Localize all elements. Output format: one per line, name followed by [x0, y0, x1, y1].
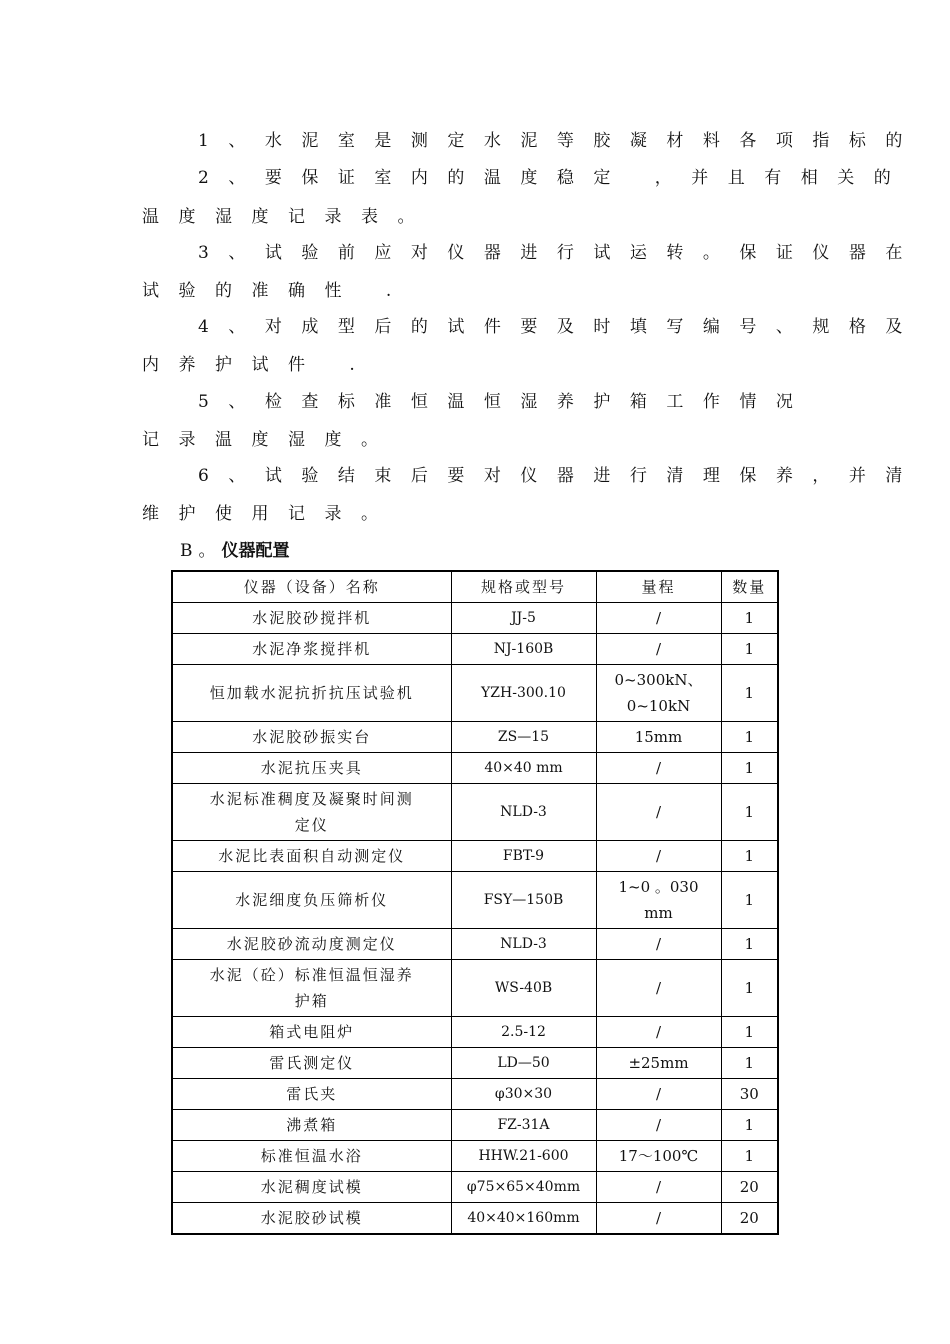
- table-body: [172, 603, 778, 1235]
- cell-name: 雷氏夹: [172, 1079, 451, 1110]
- table-row: [172, 1048, 778, 1079]
- cell-name: 水泥（砼）标准恒温恒湿养护箱: [172, 960, 451, 1017]
- cell-spec: ZS—15: [451, 722, 596, 753]
- header-spec: 规格或型号: [451, 571, 596, 603]
- cell-range: 0~300kN、0~10kN: [596, 665, 721, 722]
- cell-spec: JJ-5: [451, 603, 596, 634]
- cell-spec: 2.5-12: [451, 1017, 596, 1048]
- paragraph-line: 6、试验结束后要对仪器进行清理保养，并清: [198, 466, 922, 486]
- table-row: [172, 753, 778, 784]
- cell-name: 雷氏测定仪: [172, 1048, 451, 1079]
- table-row: [172, 960, 778, 1017]
- cell-spec: LD—50: [451, 1048, 596, 1079]
- paragraph-line: 1、水泥室是测定水泥等胶凝材料各项指标的: [198, 131, 922, 151]
- cell-name: 水泥细度负压筛析仪: [172, 872, 451, 929]
- cell-range: /: [596, 1203, 721, 1235]
- cell-qty: 30: [721, 1079, 778, 1110]
- cell-name: 恒加载水泥抗折抗压试验机: [172, 665, 451, 722]
- section-heading: [180, 536, 290, 561]
- cell-spec: WS-40B: [451, 960, 596, 1017]
- header-range: 量程: [596, 571, 721, 603]
- cell-range: /: [596, 634, 721, 665]
- cell-name: 标准恒温水浴: [172, 1141, 451, 1172]
- table-row: [172, 872, 778, 929]
- cell-name: 水泥比表面积自动测定仪: [172, 841, 451, 872]
- cell-range: /: [596, 603, 721, 634]
- cell-name: 沸煮箱: [172, 1110, 451, 1141]
- cell-spec: NLD-3: [451, 784, 596, 841]
- cell-qty: 1: [721, 784, 778, 841]
- cell-name: 水泥标准稠度及凝聚时间测定仪: [172, 784, 451, 841]
- table-row: [172, 634, 778, 665]
- table-row: [172, 1079, 778, 1110]
- cell-range: /: [596, 960, 721, 1017]
- cell-range: /: [596, 1017, 721, 1048]
- section-title: 仪器配置: [221, 541, 290, 561]
- paragraph-line: 记录温度湿度。: [142, 430, 398, 450]
- cell-name: 水泥抗压夹具: [172, 753, 451, 784]
- cell-spec: 40×40 mm: [451, 753, 596, 784]
- paragraph-line: 试验的准确性 .: [142, 281, 411, 301]
- section-prefix: B。: [180, 541, 222, 561]
- cell-name: 箱式电阻炉: [172, 1017, 451, 1048]
- header-qty: 数量: [721, 571, 778, 603]
- equipment-table: [171, 570, 779, 1235]
- table-header-row: [172, 571, 778, 603]
- cell-qty: 1: [721, 1048, 778, 1079]
- cell-name: 水泥净浆搅拌机: [172, 634, 451, 665]
- cell-qty: 1: [721, 960, 778, 1017]
- cell-spec: YZH-300.10: [451, 665, 596, 722]
- cell-spec: FZ-31A: [451, 1110, 596, 1141]
- paragraph-line: 4、对成型后的试件要及时填写编号、规格及: [198, 317, 922, 337]
- cell-qty: 1: [721, 1110, 778, 1141]
- table-row: [172, 1110, 778, 1141]
- cell-spec: φ30×30: [451, 1079, 596, 1110]
- table-row: [172, 1172, 778, 1203]
- cell-range: /: [596, 929, 721, 960]
- cell-spec: HHW.21-600: [451, 1141, 596, 1172]
- cell-qty: 1: [721, 753, 778, 784]
- cell-range: /: [596, 753, 721, 784]
- header-name: 仪器（设备）名称: [172, 571, 451, 603]
- cell-range: /: [596, 1110, 721, 1141]
- cell-qty: 1: [721, 603, 778, 634]
- cell-range: /: [596, 784, 721, 841]
- cell-name: 水泥稠度试模: [172, 1172, 451, 1203]
- paragraph-line: 维护使用记录。: [142, 504, 398, 524]
- cell-qty: 1: [721, 1017, 778, 1048]
- table-row: [172, 722, 778, 753]
- cell-qty: 1: [721, 634, 778, 665]
- cell-spec: NLD-3: [451, 929, 596, 960]
- cell-range: 17～100℃: [596, 1141, 721, 1172]
- cell-range: ±25mm: [596, 1048, 721, 1079]
- cell-range: /: [596, 1172, 721, 1203]
- cell-range: /: [596, 1079, 721, 1110]
- cell-range: /: [596, 841, 721, 872]
- cell-spec: φ75×65×40mm: [451, 1172, 596, 1203]
- cell-qty: 20: [721, 1172, 778, 1203]
- cell-qty: 1: [721, 722, 778, 753]
- cell-qty: 1: [721, 929, 778, 960]
- table-row: [172, 665, 778, 722]
- cell-qty: 20: [721, 1203, 778, 1235]
- table-row: [172, 1203, 778, 1235]
- cell-qty: 1: [721, 872, 778, 929]
- cell-spec: NJ-160B: [451, 634, 596, 665]
- cell-name: 水泥胶砂搅拌机: [172, 603, 451, 634]
- paragraph-line: 5、检查标准恒温恒湿养护箱工作情况: [198, 392, 813, 412]
- cell-range: 1~0 。030mm: [596, 872, 721, 929]
- paragraph-line: 3、试验前应对仪器进行试运转。保证仪器在: [198, 243, 922, 263]
- cell-spec: FBT-9: [451, 841, 596, 872]
- table-row: [172, 784, 778, 841]
- paragraph-line: 内养护试件 .: [142, 355, 375, 375]
- table-row: [172, 929, 778, 960]
- cell-spec: 40×40×160mm: [451, 1203, 596, 1235]
- paragraph-line: 2、要保证室内的温度稳定 ，并且有相关的: [198, 168, 911, 188]
- cell-qty: 1: [721, 665, 778, 722]
- cell-qty: 1: [721, 1141, 778, 1172]
- cell-qty: 1: [721, 841, 778, 872]
- cell-range: 15mm: [596, 722, 721, 753]
- table-row: [172, 603, 778, 634]
- cell-name: 水泥胶砂振实台: [172, 722, 451, 753]
- cell-name: 水泥胶砂试模: [172, 1203, 451, 1235]
- paragraph-line: 温度湿度记录表。: [142, 207, 434, 227]
- table-row: [172, 841, 778, 872]
- table-row: [172, 1017, 778, 1048]
- table-row: [172, 1141, 778, 1172]
- cell-name: 水泥胶砂流动度测定仪: [172, 929, 451, 960]
- cell-spec: FSY—150B: [451, 872, 596, 929]
